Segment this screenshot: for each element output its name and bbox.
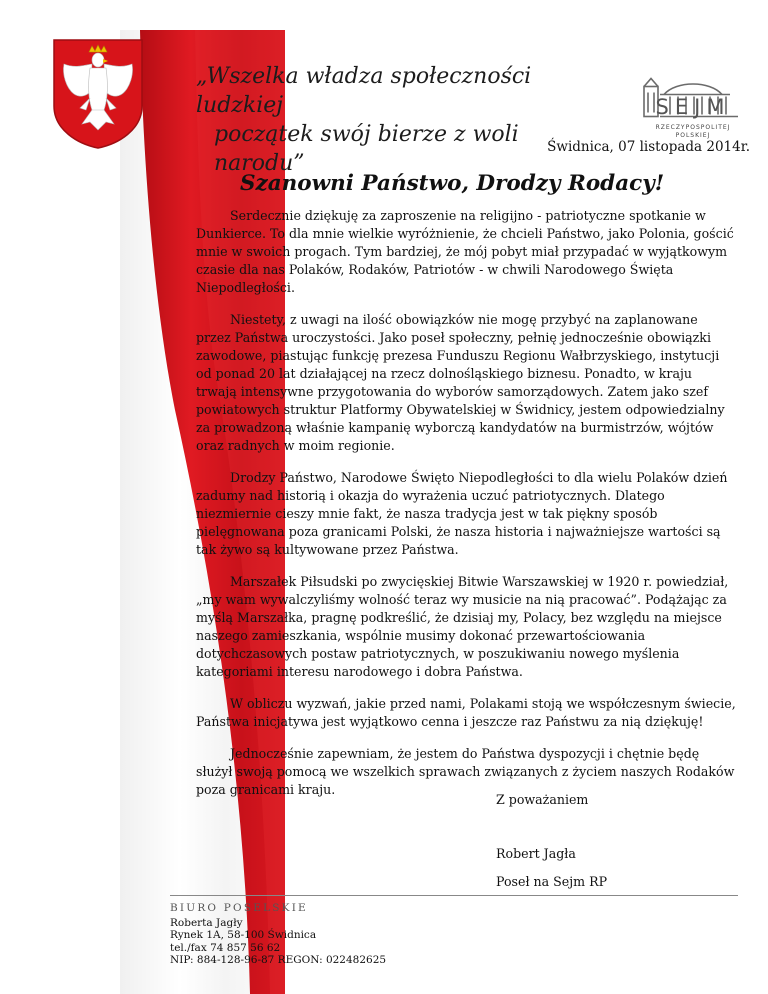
sejm-subtitle-line-1: RZECZYPOSPOLITEJ: [655, 124, 731, 131]
body-paragraph: Serdecznie dziękuję za zaproszenie na religijno - patriotyczne spotkanie w Dunkierce. To dla mnie wielkie wyróżnienie, że chcieli Państwo, jako Polonia, gościć mnie w swoich progach. Tym bardziej, że mój pobyt miał przypadać w wyjątkowym czasie dla nas Polaków, Rodaków, Patriotów - w chwili Narodowego Święta Niepodległości.: [196, 208, 734, 295]
letter-body: [196, 207, 736, 813]
office-phone: tel./fax 74 857 56 62: [170, 941, 281, 954]
body-paragraph: Niestety, z uwagi na ilość obowiązków nie mogę przybyć na zaplanowane przez Państwa uroczystości. Jako poseł społeczny, pełnię jednocześnie obowiązki zawodowe, piastując funkcję prezesa Funduszu Regionu Wałbrzyskiego, instytucji od ponad 20 lat działającej na rzecz dolnośląskiego biznesu. Ponadto, w kraju trwają intensywne przygotowania do wyborów samorządowych. Zatem jako szef powiatowych struktur Platformy Obywatelskiej w Świdnicy, jestem odpowiedzialny za prowadzoną właśnie kampanię wyborczą kandydatów na burmistrzów, wójtów oraz radnych w moim regionie.: [196, 312, 725, 453]
motto-line-1: „Wszelka władza społeczności ludzkiej: [196, 64, 532, 118]
body-paragraph: W obliczu wyzwań, jakie przed nami, Polakami stoją we współczesnym świecie, Państwa inicjatywa jest wyjątkowo cenna i jeszcze raz Państwu za nią dziękuję!: [196, 696, 736, 729]
office-address: Rynek 1A, 58-100 Świdnica: [170, 929, 317, 941]
body-paragraph: Jednocześnie zapewniam, że jestem do Państwa dyspozycji i chętnie będę służył swoją pomocą we wszelkich sprawach związanych z życiem naszych Rodaków poza granicami kraju.: [196, 746, 735, 797]
sejm-wordmark: SEJM: [655, 95, 731, 119]
salutation-heading: Szanowni Państwo, Drodzy Rodacy!: [240, 171, 665, 196]
letter-date: Świdnica, 07 listopada 2014r.: [547, 139, 750, 155]
signer-role: Poseł na Sejm RP: [496, 874, 608, 889]
motto-quote: [196, 62, 616, 178]
office-ids: NIP: 884-128-96-87 REGON: 022482625: [170, 954, 387, 966]
signer-name: Robert Jagła: [496, 846, 576, 861]
sejm-subtitle-line-2: POLSKIEJ: [675, 132, 711, 139]
body-paragraph: Drodzy Państwo, Narodowe Święto Niepodległości to dla wielu Polaków dzień zadumy nad historią i okazja do wyrażenia uczuć patriotycznych. Dlatego niezmiernie cieszy mnie fakt, że nasza tradycja jest w tak piękny sposób pielęgnowana poza granicami Polski, że nasza historia i najważniejsze wartości są tak żywo są kultywowane przez Państwa.: [196, 470, 728, 557]
footer-divider: [170, 895, 738, 896]
closing-regards: Z poważaniem: [496, 792, 589, 807]
body-paragraph: Marszałek Piłsudski po zwycięskiej Bitwie Warszawskiej w 1920 r. powiedział, „my wam wywalczyliśmy wolność teraz wy musicie na nią pracować”. Podążając za myślą Marszałka, pragnę podkreślić, że dzisiaj my, Polacy, bez względu na miejsce naszego zamieszkania, wspólnie musimy dokonać przewartościowania dotychczasowych postaw patriotycznych, w poszukiwaniu nowego myślenia kategoriami interesu narodowego i dobra Państwa.: [196, 574, 729, 679]
office-footer: [170, 902, 386, 967]
motto-line-2: początek swój bierze z woli narodu”: [214, 122, 519, 176]
white-eagle-icon: [52, 38, 144, 150]
office-name: Roberta Jagły: [170, 916, 243, 929]
office-title: BIURO POSELSKIE: [170, 902, 308, 914]
sejm-subtitle: [634, 124, 752, 140]
